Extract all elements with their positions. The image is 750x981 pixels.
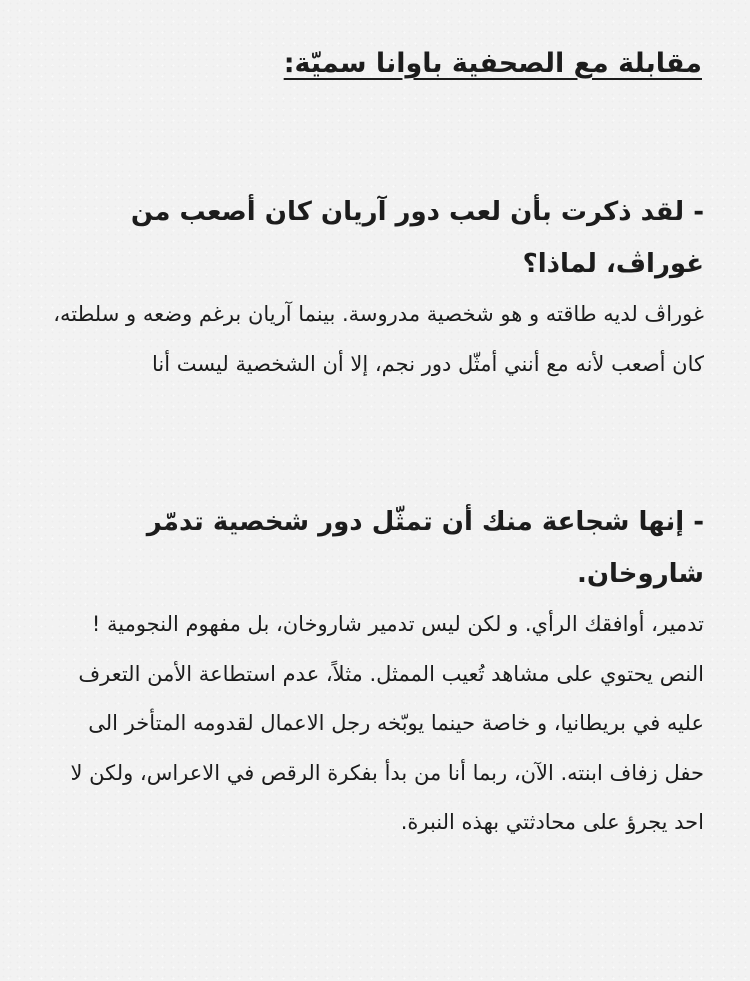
answer-2: تدمير، أوافقك الرأي. و لكن ليس تدمير شاروخان، بل مفهوم النجومية ! النص يحتوي على مشاهد تُعيب الممثل. مثلاً، عدم استطاعة الأمن التعرف عليه في بريطانيا، و خاصة حينما يوبّخه رجل الاعمال لقدومه المتأخر الى حفل زفاف ابنته. الآن، ربما أنا من بدأ بفكرة الرقص في الاعراس، ولكن لا احد يجرؤ على محادثتي بهذه النبرة. — [70, 612, 704, 834]
question-2: - إنها شجاعة منك أن تمثّل دور شخصية تدمّر شاروخان. — [146, 507, 704, 589]
answer-1: غوراڤ لديه طاقته و هو شخصية مدروسة. بينما آريان برغم وضعه و سلطته، كان أصعب لأنه مع أنني أمثّل دور نجم، إلا أن الشخصية ليست أنا — [53, 302, 704, 376]
interview-title: مقابلة مع الصحفية باوانا سميّة: — [283, 48, 702, 79]
question-1: - لقد ذكرت بأن لعب دور آريان كان أصعب من غوراڤ، لماذا؟ — [130, 197, 704, 279]
qa-block-1 — [44, 186, 704, 389]
qa-block-2 — [44, 496, 704, 848]
